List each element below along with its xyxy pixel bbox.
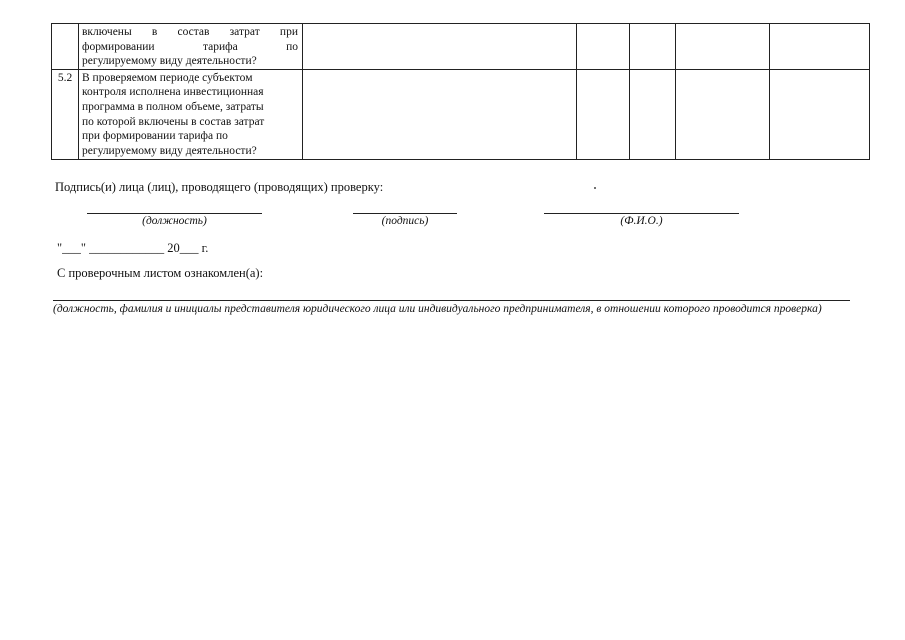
table-row (52, 69, 870, 159)
position-label: (должность) (142, 215, 207, 227)
legal-reference-cell (303, 69, 577, 159)
question-cell (79, 24, 303, 70)
position-line (87, 213, 262, 214)
acknowledgement-text: С проверочным листом ознакомлен(а): (57, 266, 264, 280)
name-label: (Ф.И.О.) (620, 215, 663, 227)
question-line: формировании тарифа по (82, 40, 298, 53)
question-line: по которой включены в состав затрат (82, 115, 265, 128)
question-line: контроля исполнена инвестиционная (82, 86, 264, 99)
signature-label: (подпись) (381, 215, 429, 227)
note-cell (770, 69, 870, 159)
scan-speck (594, 187, 596, 189)
table-row (52, 24, 870, 70)
answer-yes-cell (577, 24, 630, 70)
question-line: включены в состав затрат при (82, 26, 298, 38)
question-line: программа в полном объеме, затраты (82, 100, 264, 113)
question-line: при формировании тарифа по (82, 130, 228, 143)
checklist-table (51, 23, 870, 160)
question-line: регулируемому виду деятельности? (82, 144, 257, 157)
legal-reference-cell (303, 24, 577, 70)
row-number: 5.2 (52, 69, 79, 159)
question-cell (79, 69, 303, 159)
signature-line (353, 213, 457, 214)
note-cell (770, 24, 870, 70)
answer-na-cell (676, 69, 770, 159)
question-line: В проверяемом периоде субъектом (82, 71, 253, 84)
answer-yes-cell (577, 69, 630, 159)
acknowledgement-caption: (должность, фамилия и инициалы представителя юридического лица или индивидуального предпринимателя, в отношении которого проводится проверка) (53, 303, 822, 315)
answer-no-cell (630, 24, 676, 70)
acknowledgement-line (53, 300, 850, 301)
name-line (544, 213, 739, 214)
signature-heading: Подпись(и) лица (лиц), проводящего (проводящих) проверку: (55, 180, 384, 194)
question-line: регулируемому виду деятельности? (82, 55, 257, 68)
row-number (52, 24, 79, 70)
answer-na-cell (676, 24, 770, 70)
answer-no-cell (630, 69, 676, 159)
date-line: "___" ____________ 20___ г. (57, 241, 209, 255)
